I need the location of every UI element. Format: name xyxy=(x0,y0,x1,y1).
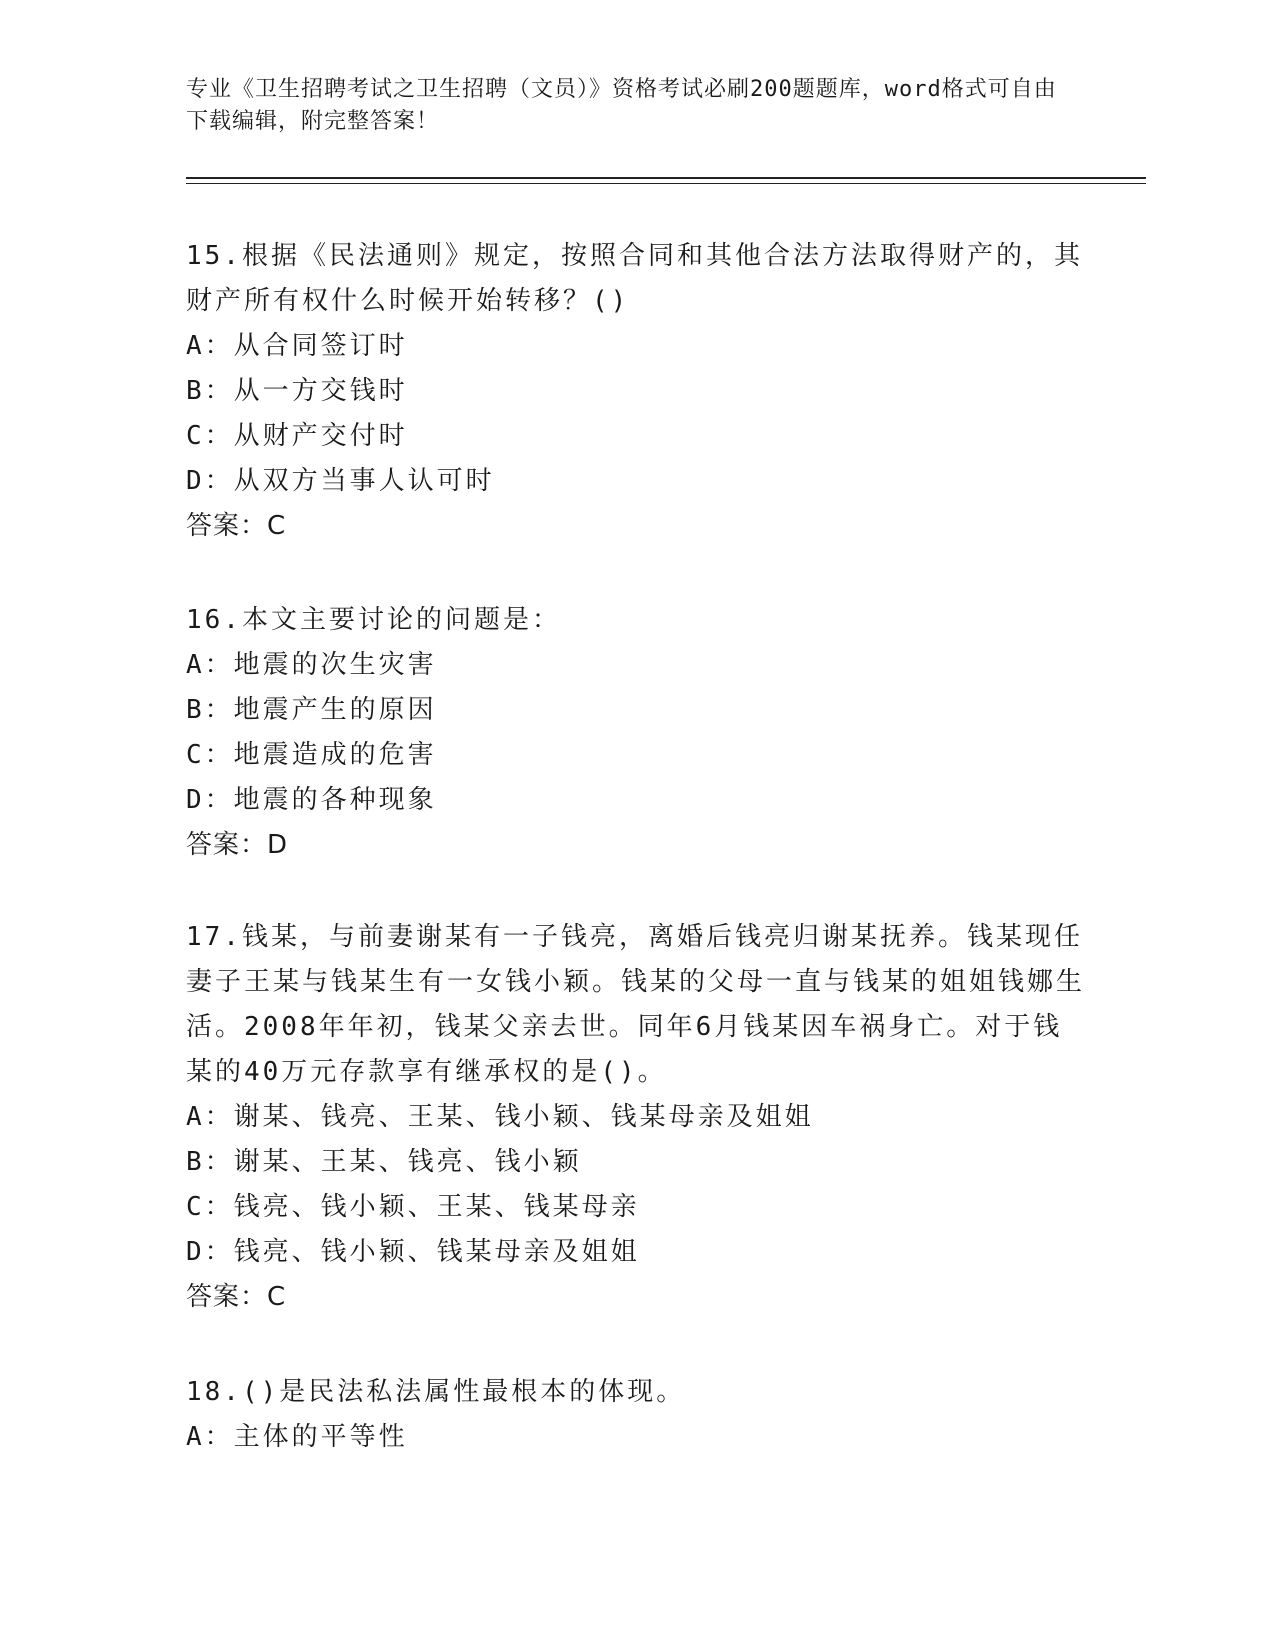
question-15 xyxy=(186,234,1086,549)
answer-label: 答案：C xyxy=(186,1282,287,1312)
option-c: C：从财产交付时 xyxy=(186,421,408,451)
question-text: 15.根据《民法通则》规定，按照合同和其他合法方法取得财产的，其财产所有权什么时候开始转移？() xyxy=(186,241,1083,316)
option-a: A：主体的平等性 xyxy=(186,1422,408,1452)
question-17 xyxy=(186,915,1086,1320)
option-b: B：从一方交钱时 xyxy=(186,376,408,406)
header-divider-thin xyxy=(186,183,1146,184)
option-b: B：谢某、王某、钱亮、钱小颖 xyxy=(186,1147,582,1177)
option-a: A：谢某、钱亮、王某、钱小颖、钱某母亲及姐姐 xyxy=(186,1102,814,1132)
option-a: A：从合同签订时 xyxy=(186,331,408,361)
option-d: D：从双方当事人认可时 xyxy=(186,466,495,496)
answer-label: 答案：C xyxy=(186,511,287,541)
option-c: C：地震造成的危害 xyxy=(186,740,437,770)
document-header: 专业《卫生招聘考试之卫生招聘（文员）》资格考试必刷200题题库，word格式可自由下载编辑，附完整答案！ xyxy=(186,77,1057,134)
question-18 xyxy=(186,1370,1086,1460)
header-divider-thick xyxy=(186,177,1146,179)
option-b: B：地震产生的原因 xyxy=(186,695,437,725)
question-16 xyxy=(186,598,1086,868)
option-a: A：地震的次生灾害 xyxy=(186,650,437,680)
option-d: D：钱亮、钱小颖、钱某母亲及姐姐 xyxy=(186,1237,640,1267)
option-c: C：钱亮、钱小颖、王某、钱某母亲 xyxy=(186,1192,640,1222)
answer-label: 答案：D xyxy=(186,830,289,860)
question-text: 16.本文主要讨论的问题是： xyxy=(186,605,561,635)
question-text: 18.()是民法私法属性最根本的体现。 xyxy=(186,1377,686,1407)
question-text: 17.钱某，与前妻谢某有一子钱亮，离婚后钱亮归谢某抚养。钱某现任妻子王某与钱某生有一女钱小颖。钱某的父母一直与钱某的姐姐钱娜生活。2008年年初，钱某父亲去世。同年6月钱某因车祸身亡。对于钱某的40万元存款享有继承权的是()。 xyxy=(186,922,1086,1087)
option-d: D：地震的各种现象 xyxy=(186,785,437,815)
